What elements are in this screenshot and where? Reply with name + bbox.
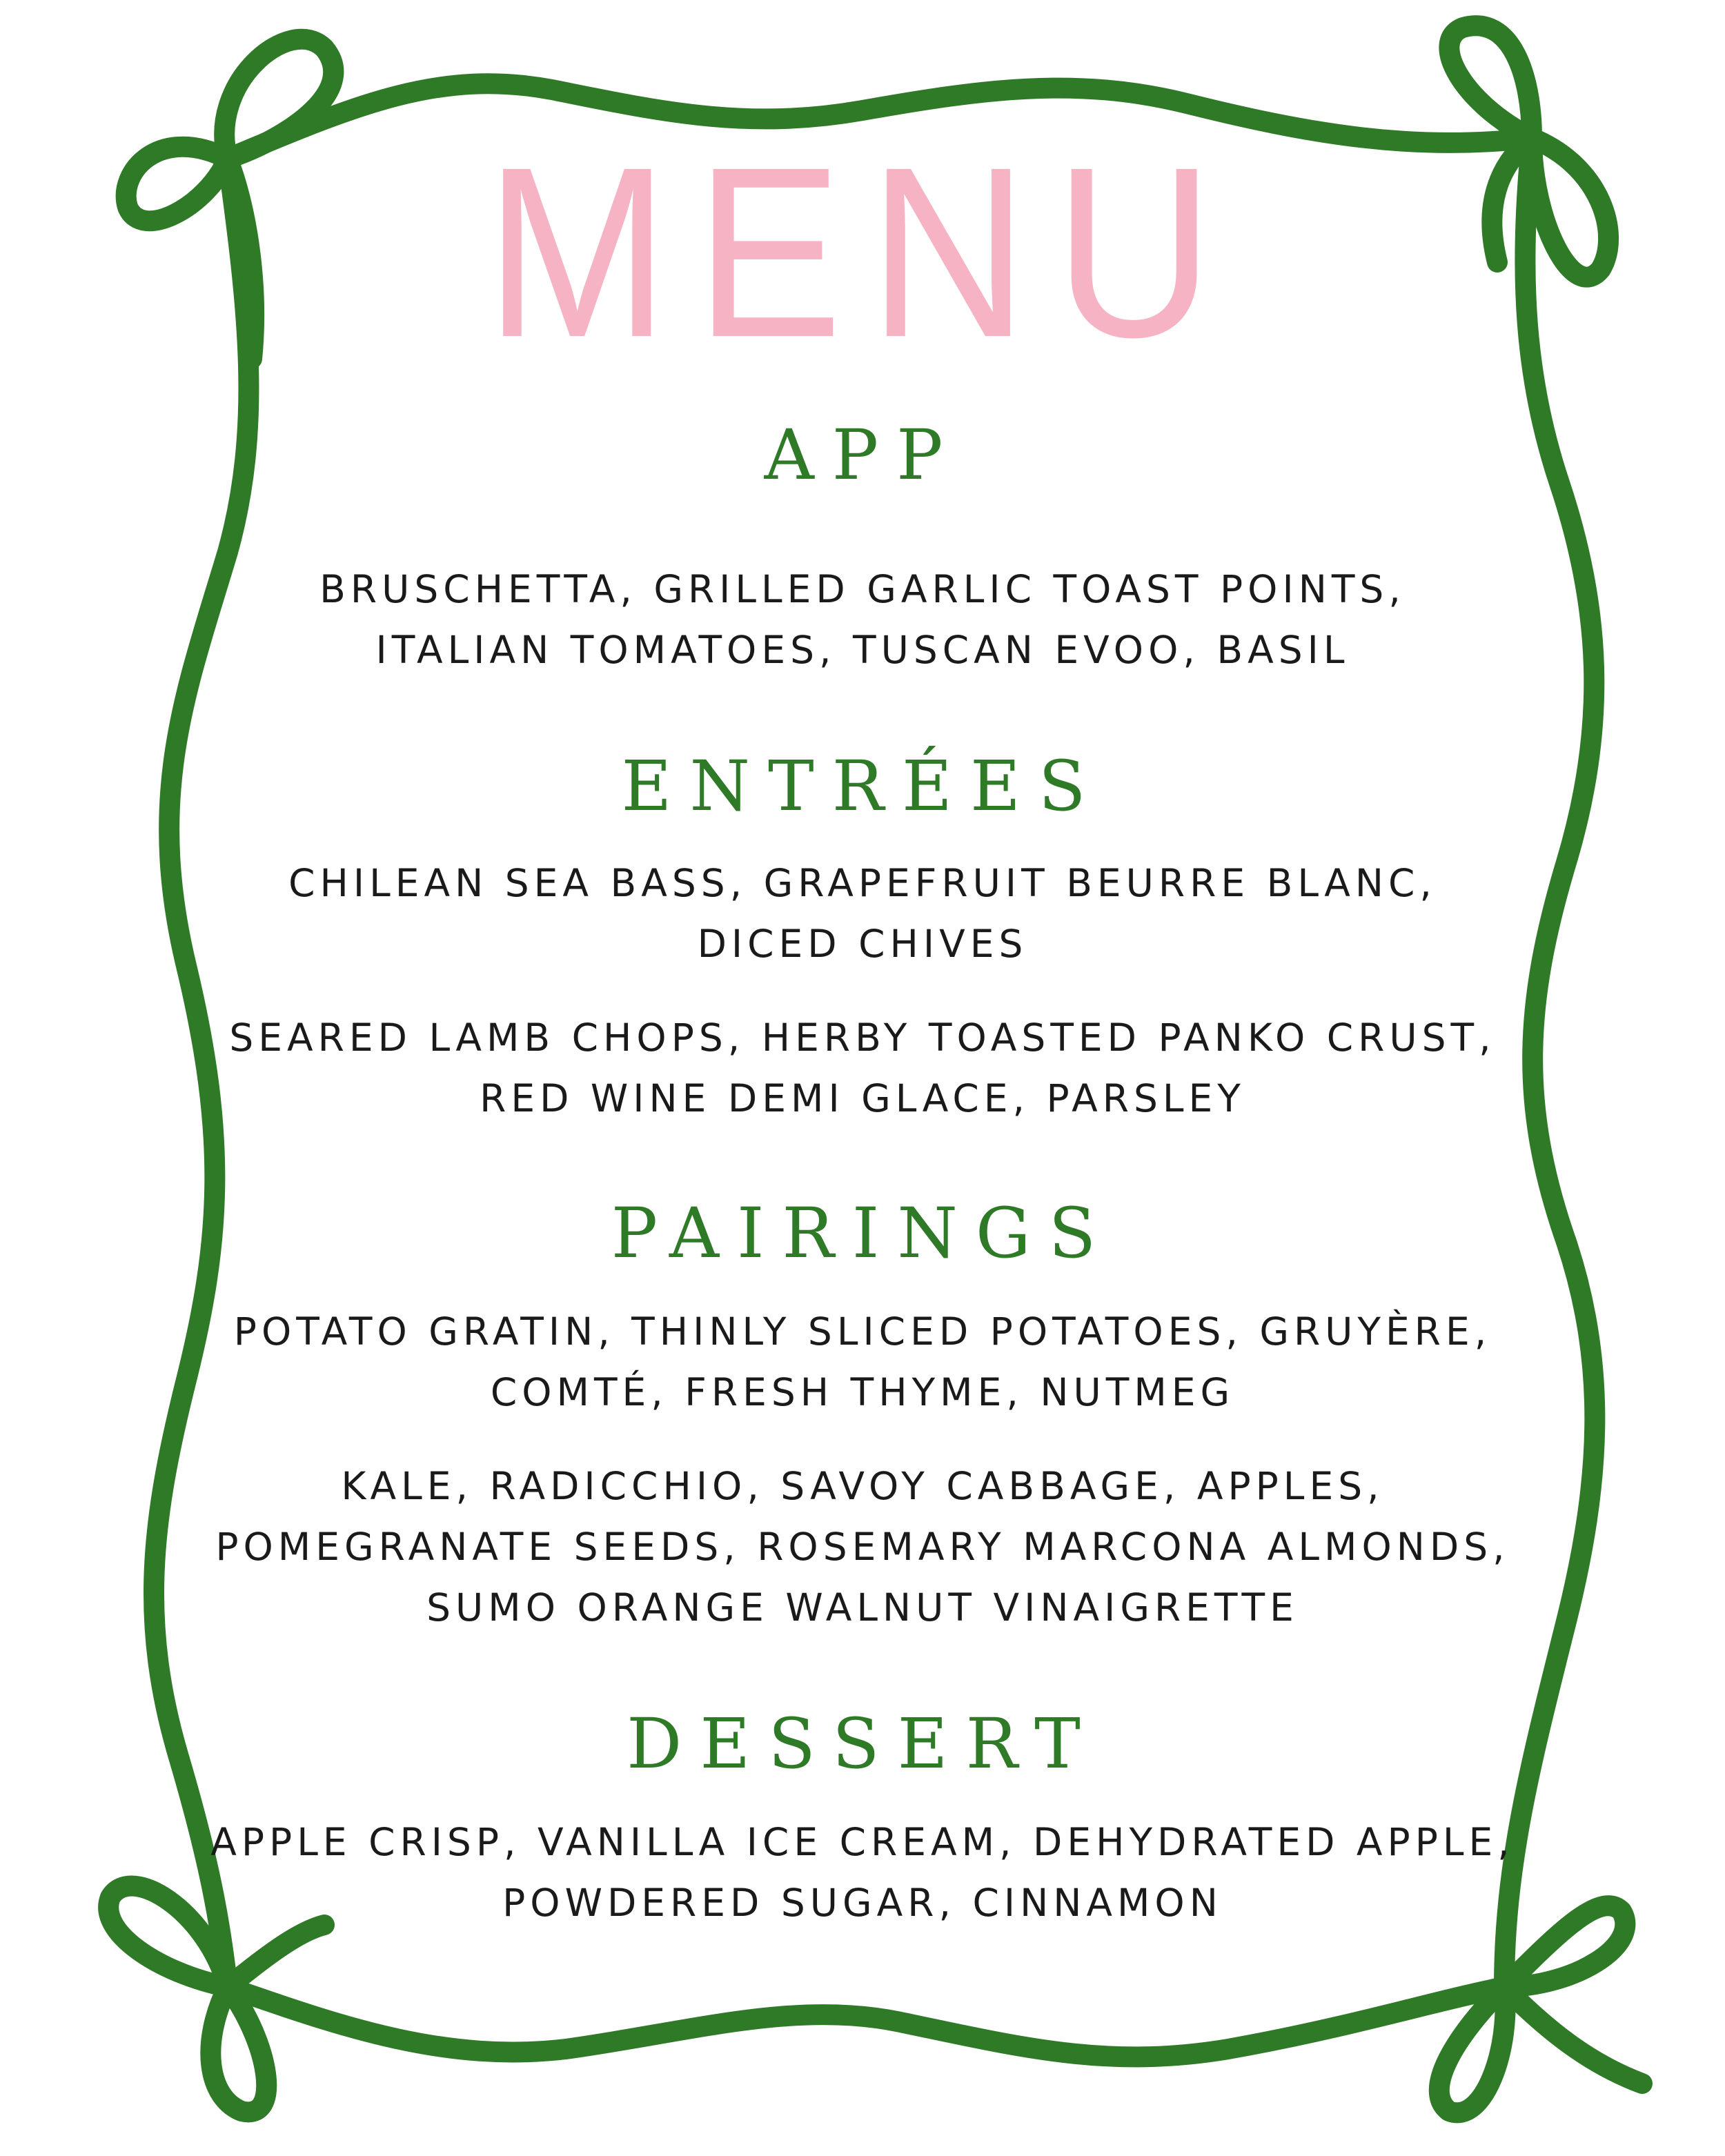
section-heading-entrees: ENTRÉES xyxy=(621,746,1104,827)
menu-item xyxy=(0,1301,1725,1423)
menu-item xyxy=(0,559,1725,680)
menu-item-line: DICED CHIVES xyxy=(697,922,1028,966)
menu-item xyxy=(0,1007,1725,1129)
menu-item xyxy=(0,853,1725,974)
menu-item-line: ITALIAN TOMATOES, TUSCAN EVOO, BASIL xyxy=(375,628,1350,672)
menu-item-line: POTATO GRATIN, THINLY SLICED POTATOES, GRUYÈRE, xyxy=(233,1309,1492,1354)
menu-item-line: KALE, RADICCHIO, SAVOY CABBAGE, APPLES, xyxy=(341,1464,1384,1508)
menu-item-line: APPLE CRISP, VANILLA ICE CREAM, DEHYDRATED APPLE, xyxy=(210,1820,1515,1864)
menu-item-line: POWDERED SUGAR, CINNAMON xyxy=(502,1881,1223,1925)
menu-item-line: POMEGRANATE SEEDS, ROSEMARY MARCONA ALMONDS, xyxy=(215,1525,1510,1569)
menu-item-line: COMTÉ, FRESH THYME, NUTMEG xyxy=(490,1370,1235,1414)
menu-item-line: SEARED LAMB CHOPS, HERBY TOASTED PANKO CRUST, xyxy=(229,1016,1496,1060)
section-heading-app: APP xyxy=(764,415,961,495)
menu-item-line: CHILEAN SEA BASS, GRAPEFRUIT BEURRE BLANC, xyxy=(288,861,1437,905)
menu-item-line: BRUSCHETTA, GRILLED GARLIC TOAST POINTS, xyxy=(319,567,1406,611)
menu-item xyxy=(0,1812,1725,1933)
menu-item xyxy=(0,1456,1725,1638)
section-heading-pairings: PAIRINGS xyxy=(611,1193,1114,1274)
menu-title: MENU xyxy=(484,116,1241,388)
menu-item-line: SUMO ORANGE WALNUT VINAIGRETTE xyxy=(426,1585,1299,1630)
section-heading-dessert: DESSERT xyxy=(627,1703,1098,1784)
menu-item-line: RED WINE DEMI GLACE, PARSLEY xyxy=(480,1076,1245,1120)
